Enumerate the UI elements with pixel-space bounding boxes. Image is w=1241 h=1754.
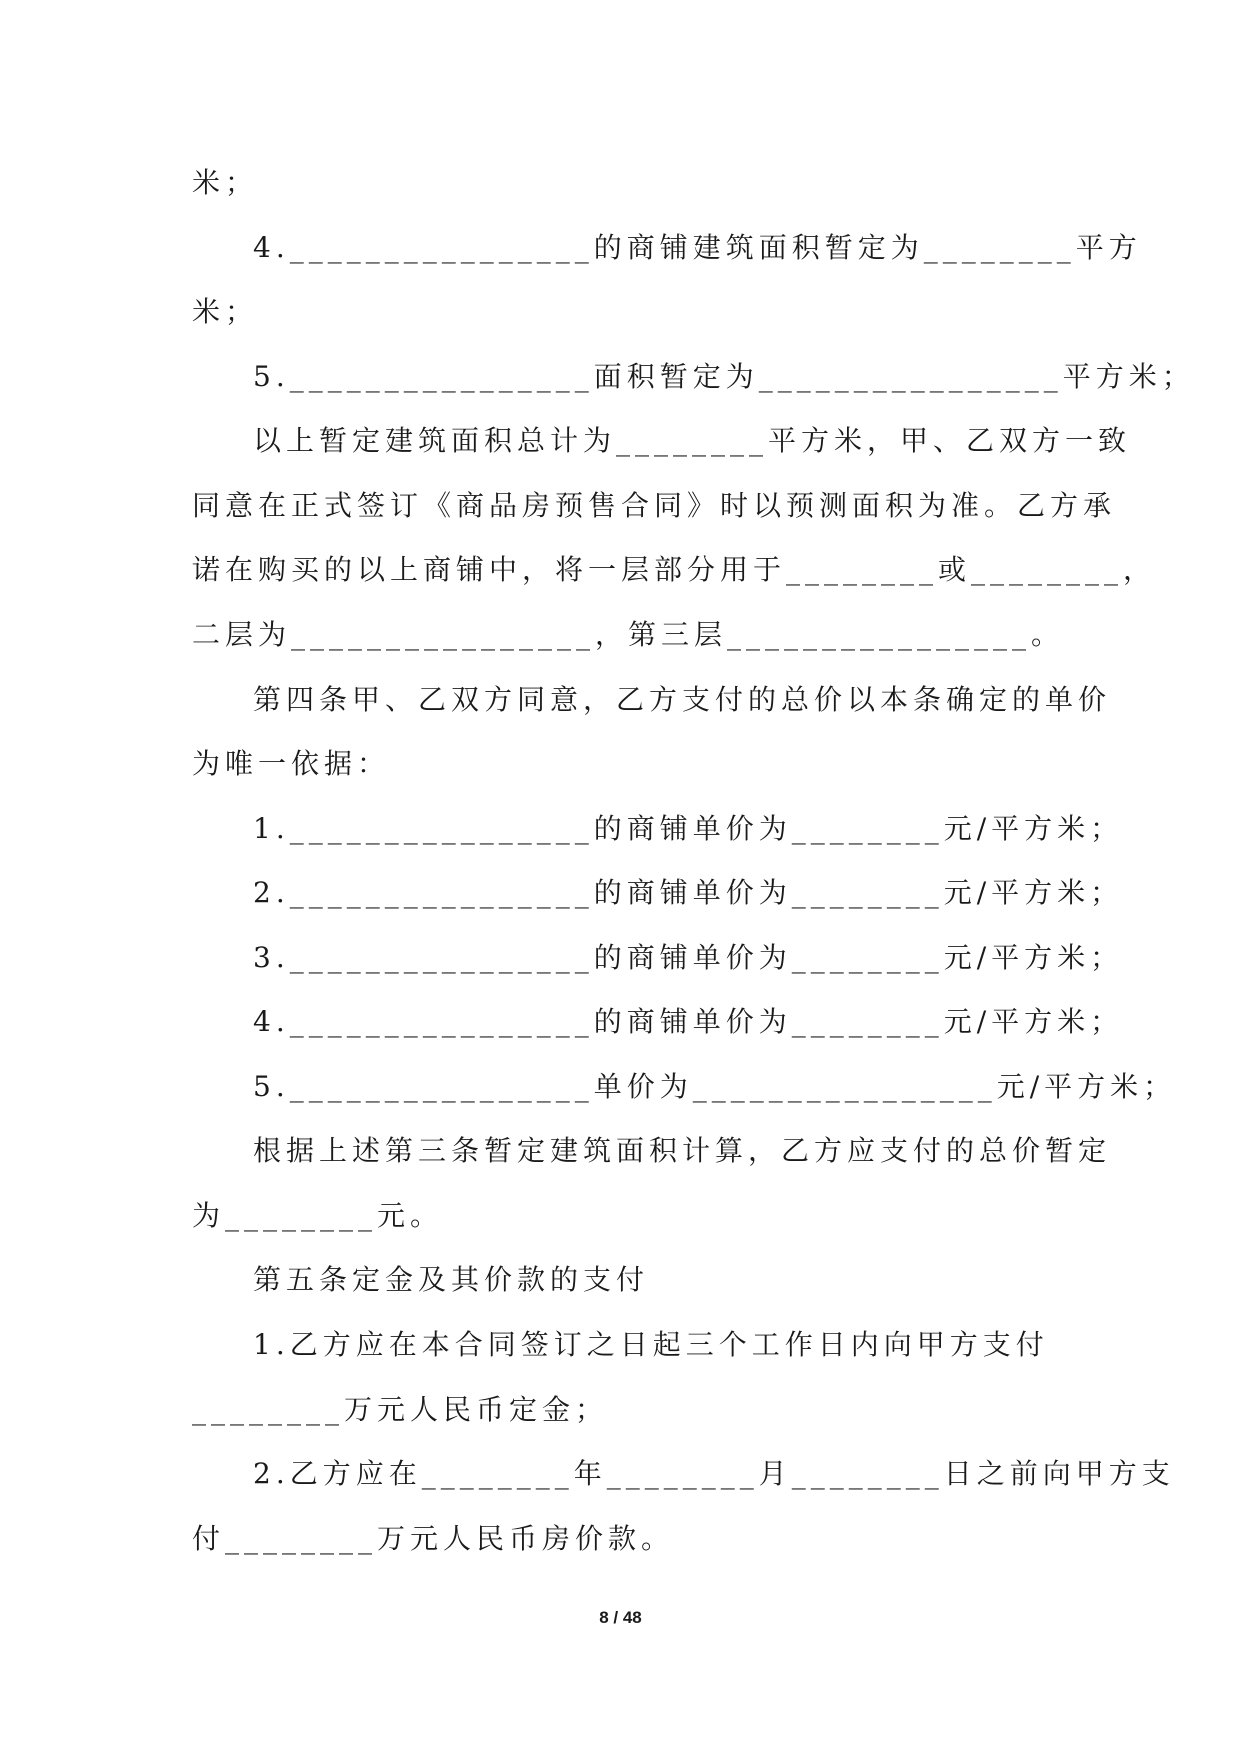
text-line: 第五条定金及其价款的支付 [253, 1263, 650, 1296]
text-line: 二层为________________，第三层________________。 [192, 618, 1065, 651]
text-line: 5.________________面积暂定为________________平方米； [253, 360, 1195, 393]
text-line: ________万元人民币定金； [192, 1393, 609, 1426]
text-line: 第四条甲、乙双方同意，乙方支付的总价以本条确定的单价 [253, 683, 1112, 716]
page-number: 8 / 48 [599, 1608, 642, 1627]
text-line: 为唯一依据： [192, 747, 391, 780]
text-line: 以上暂定建筑面积总计为________平方米，甲、乙双方一致 [253, 424, 1132, 457]
text-line: 同意在正式签订《商品房预售合同》时以预测面积为准。乙方承 [192, 489, 1117, 522]
text-line: 2.________________的商铺单价为________元/平方米； [253, 876, 1124, 909]
text-line: 2.乙方应在________年________月________日之前向甲方支 [253, 1457, 1175, 1490]
text-line: 诺在购买的以上商铺中，将一层部分用于________或________， [192, 553, 1157, 586]
text-line: 米； [192, 295, 259, 328]
text-line: 1.乙方应在本合同签订之日起三个工作日内向甲方支付 [253, 1328, 1049, 1361]
text-line: 4.________________的商铺建筑面积暂定为________平方 [253, 231, 1142, 264]
text-line: 1.________________的商铺单价为________元/平方米； [253, 812, 1124, 845]
text-line: 根据上述第三条暂定建筑面积计算，乙方应支付的总价暂定 [253, 1134, 1112, 1167]
text-line: 3.________________的商铺单价为________元/平方米； [253, 941, 1124, 974]
text-line: 4.________________的商铺单价为________元/平方米； [253, 1005, 1124, 1038]
text-line: 5.________________单价为________________元/平方米； [253, 1070, 1177, 1103]
text-line: 付________万元人民币房价款。 [192, 1522, 675, 1555]
text-line: 米； [192, 166, 259, 199]
text-line: 为________元。 [192, 1199, 444, 1232]
